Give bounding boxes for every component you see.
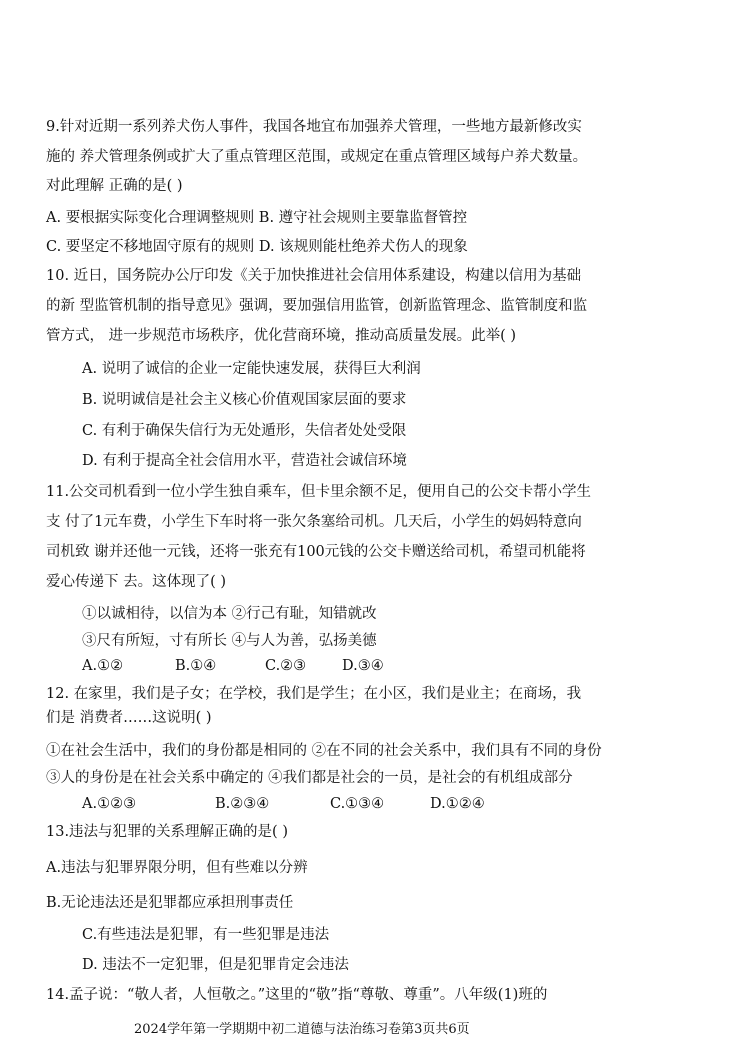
q11-option-b: B.①④ <box>175 658 217 674</box>
q12-stem-line-2: 们是 消费者……这说明( ) <box>46 710 212 726</box>
q10-option-b: B. 说明诚信是社会主义核心价值观国家层面的要求 <box>82 392 407 408</box>
q9-option-row-2: C. 要坚定不移地固守原有的规则 D. 该规则能杜绝养犬伤人的现象 <box>46 239 468 255</box>
q12-statements-row-1: ①在社会生活中，我们的身份都是相同的 ②在不同的社会关系中，我们具有不同的身份 <box>46 743 602 759</box>
q13-option-c: C.有些违法是犯罪，有一些犯罪是违法 <box>82 927 330 943</box>
q10-stem-line-3: 管方式， 进一步规范市场秩序，优化营商环境，推动高质量发展。此举( ) <box>46 328 517 344</box>
q11-option-a: A.①② <box>82 658 124 674</box>
q10-stem-line-1: 10. 近日，国务院办公厅印发《关于加快推进社会信用体系建设，构建以信用为基础 <box>46 268 582 284</box>
q11-stem-line-3: 司机致 谢并还他一元钱，还将一张充有100元钱的公交卡赠送给司机，希望司机能将 <box>46 544 586 560</box>
q11-option-d: D.③④ <box>342 658 384 674</box>
q12-option-a: A.①②③ <box>82 796 137 812</box>
q9-stem-line-1: 9.针对近期一系列养犬伤人事件，我国各地宜布加强养犬管理，一些地方最新修改实 <box>46 119 582 135</box>
q13-option-a: A.违法与犯罪界限分明，但有些难以分辨 <box>46 860 308 876</box>
q13-stem: 13.违法与犯罪的关系理解正确的是( ) <box>46 824 288 840</box>
q12-option-d: D.①②④ <box>430 796 485 812</box>
q11-statements-row-1: ①以诚相待，以信为本 ②行己有耻，知错就改 <box>82 606 377 622</box>
q12-option-c: C.①③④ <box>330 796 385 812</box>
q12-stem-line-1: 12. 在家里，我们是子女；在学校，我们是学生；在小区，我们是业主；在商场，我 <box>46 686 582 702</box>
q9-option-row-1: A. 要根据实际变化合理调整规则 B. 遵守社会规则主要靠监督管控 <box>46 210 468 226</box>
q10-option-d: D. 有利于提高全社会信用水平，营造社会诚信环境 <box>82 453 407 469</box>
q10-option-a: A. 说明了诚信的企业一定能快速发展，获得巨大利润 <box>82 361 421 377</box>
q9-stem-line-2: 施的 养犬管理条例或扩大了重点管理区范围，或规定在重点管理区域每户养犬数量。 <box>46 149 588 165</box>
q9-stem-line-3: 对此理解 正确的是( ) <box>46 178 183 194</box>
q13-option-d: D. 违法不一定犯罪，但是犯罪肯定会违法 <box>82 957 349 973</box>
q11-stem-line-4: 爱心传递下 去。这体现了( ) <box>46 574 227 590</box>
q13-option-b: B.无论违法还是犯罪都应承担刑事责任 <box>46 895 294 911</box>
q11-statements-row-2: ③尺有所短，寸有所长 ④与人为善，弘扬美德 <box>82 633 377 649</box>
q12-option-b: B.②③④ <box>215 796 270 812</box>
q14-stem-line-1: 14.孟子说：“敬人者，人恒敬之。”这里的“敬”指“尊敬、尊重”。八年级(1)班的 <box>46 987 548 1003</box>
q11-option-c: C.②③ <box>265 658 307 674</box>
q11-stem-line-1: 11.公交司机看到一位小学生独自乘车，但卡里余额不足，便用自己的公交卡帮小学生 <box>46 484 592 500</box>
page-footer: 2024学年第一学期期中初二道德与法治练习卷第3页共6页 <box>134 1022 470 1037</box>
q12-statements-row-2: ③人的身份是在社会关系中确定的 ④我们都是社会的一员，是社会的有机组成部分 <box>46 770 573 786</box>
q10-option-c: C. 有利于确保失信行为无处遁形，失信者处处受限 <box>82 423 407 439</box>
q11-stem-line-2: 支 付了1元车费，小学生下车时将一张欠条塞给司机。几天后，小学生的妈妈特意向 <box>46 514 582 530</box>
q10-stem-line-2: 的新 型监管机制的指导意见》强调，要加强信用监管，创新监管理念、监管制度和监 <box>46 298 588 314</box>
